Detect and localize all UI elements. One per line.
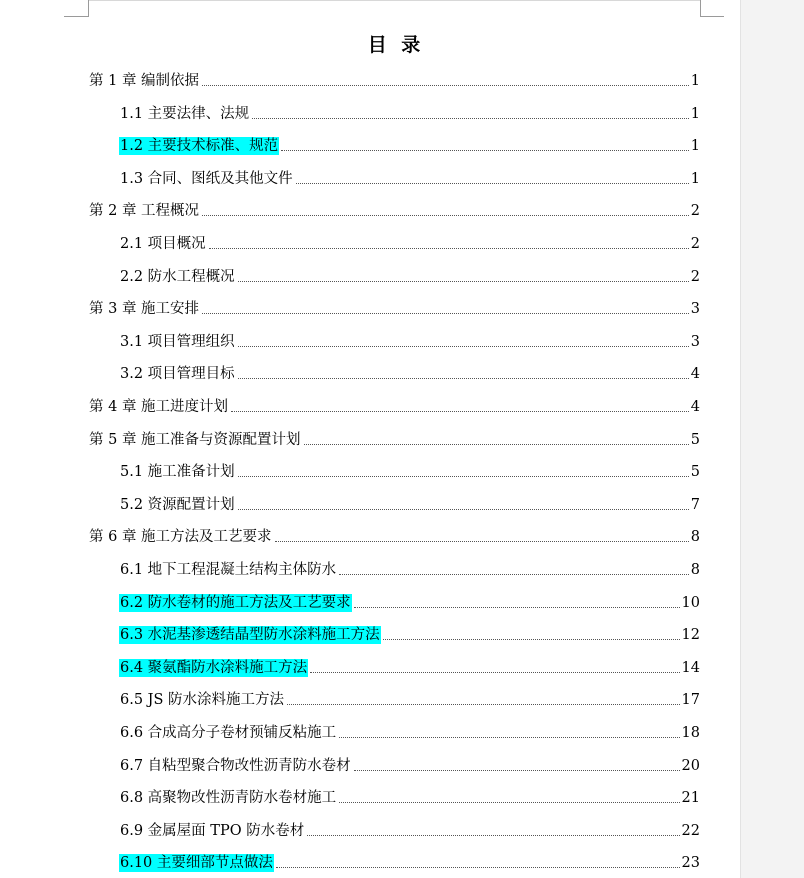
toc-entry-page-number: 2 xyxy=(690,236,700,252)
toc-leader-dots xyxy=(276,866,680,868)
toc-entry[interactable] xyxy=(119,260,700,286)
toc-entry-label: 第 4 章 施工进度计划 xyxy=(89,399,229,415)
toc-leader-dots xyxy=(231,410,689,412)
toc-leader-dots xyxy=(383,638,680,640)
toc-entry-label: 2.1 项目概况 xyxy=(120,236,206,252)
toc-title: 目 录 xyxy=(367,34,425,56)
toc-entry-page-number: 10 xyxy=(681,594,700,611)
toc-entry[interactable] xyxy=(119,97,700,123)
toc-entry[interactable] xyxy=(119,227,700,253)
toc-entry[interactable] xyxy=(119,325,700,351)
window-gutter xyxy=(740,0,804,878)
toc-entry-label: 5.2 资源配置计划 xyxy=(120,496,235,513)
toc-leader-dots xyxy=(238,377,689,379)
toc-entry-page-number: 4 xyxy=(690,366,700,383)
toc-leader-dots xyxy=(209,247,689,249)
toc-entry-label: 第 2 章 工程概况 xyxy=(89,203,200,220)
toc-entry-label: 第 5 章 施工准备与资源配置计划 xyxy=(89,431,301,448)
toc-entry-page-number: 14 xyxy=(681,659,700,676)
toc-leader-dots xyxy=(238,475,689,477)
toc-entry-label: 第 6 章 施工方法及工艺要求 xyxy=(89,529,272,546)
toc-leader-dots xyxy=(304,443,689,445)
toc-entry-label: 6.6 合成高分子卷材预铺反粘施工 xyxy=(120,725,337,741)
toc-entry-label: 6.4 聚氨酯防水涂料施工方法 xyxy=(120,659,308,676)
toc-entry-label: 6.10 主要细部节点做法 xyxy=(120,855,273,872)
toc-entry-label: 3.2 项目管理目标 xyxy=(120,366,235,383)
toc-entry-label: 5.1 施工准备计划 xyxy=(120,464,235,481)
toc-leader-dots xyxy=(296,182,689,184)
toc-entry[interactable] xyxy=(88,390,700,416)
toc-leader-dots xyxy=(287,703,680,705)
toc-leader-dots xyxy=(354,769,680,771)
toc-entry[interactable] xyxy=(88,64,700,90)
toc-entry-page-number: 12 xyxy=(681,627,700,644)
toc-leader-dots xyxy=(252,117,689,119)
crop-mark-top-left-v xyxy=(88,0,89,17)
toc-entry[interactable] xyxy=(119,749,700,775)
toc-leader-dots xyxy=(354,606,680,608)
toc-entry-page-number: 20 xyxy=(681,757,700,774)
toc-entry[interactable] xyxy=(119,618,700,644)
toc-entry-page-number: 7 xyxy=(690,496,700,513)
toc-leader-dots xyxy=(238,280,689,282)
toc-entry-label: 6.1 地下工程混凝土结构主体防水 xyxy=(120,562,337,578)
toc-entry-page-number: 23 xyxy=(681,855,700,872)
toc-entry[interactable] xyxy=(119,129,700,155)
toc-entry-label: 6.9 金属屋面 TPO 防水卷材 xyxy=(120,822,305,839)
page-top-edge xyxy=(88,0,700,1)
toc-entry[interactable] xyxy=(119,455,700,481)
toc-leader-dots xyxy=(202,312,689,314)
toc-entry[interactable] xyxy=(119,846,700,872)
toc-entry-page-number: 3 xyxy=(690,333,700,350)
toc-entry-page-number: 1 xyxy=(690,105,700,122)
toc-entry-label: 6.5 JS 防水涂料施工方法 xyxy=(120,692,285,709)
toc-entry-label: 6.2 防水卷材的施工方法及工艺要求 xyxy=(120,594,351,611)
toc-entry-label: 1.3 合同、图纸及其他文件 xyxy=(120,170,293,187)
toc-entry-page-number: 18 xyxy=(681,725,700,741)
crop-mark-top-right-v xyxy=(700,0,701,17)
toc-leader-dots xyxy=(339,573,689,575)
toc-entry-label: 1.2 主要技术标准、规范 xyxy=(120,138,279,155)
toc-leader-dots xyxy=(307,834,679,836)
toc-entry-page-number: 3 xyxy=(690,301,700,318)
toc-entry-label: 3.1 项目管理组织 xyxy=(120,333,235,350)
toc-entry-page-number: 8 xyxy=(690,562,700,578)
toc-entry[interactable] xyxy=(88,292,700,318)
crop-mark-top-right-h xyxy=(700,16,724,17)
toc-entry-label: 6.8 高聚物改性沥青防水卷材施工 xyxy=(120,790,337,807)
toc-entry-page-number: 4 xyxy=(690,399,700,415)
toc-leader-dots xyxy=(339,801,679,803)
toc-entry-page-number: 22 xyxy=(681,822,700,839)
toc-entry-page-number: 8 xyxy=(690,529,700,546)
toc-entry[interactable] xyxy=(88,194,700,220)
toc-entry-label: 6.3 水泥基渗透结晶型防水涂料施工方法 xyxy=(120,627,380,644)
toc-entry-page-number: 17 xyxy=(681,692,700,709)
toc-entry-label: 2.2 防水工程概况 xyxy=(120,268,235,285)
toc-entry-page-number: 2 xyxy=(690,268,700,285)
toc-leader-dots xyxy=(339,736,679,738)
toc-entry[interactable] xyxy=(119,162,700,188)
toc-leader-dots xyxy=(202,214,689,216)
toc-entry-page-number: 5 xyxy=(690,464,700,481)
toc-entry-page-number: 1 xyxy=(690,73,700,89)
toc-entry[interactable] xyxy=(119,651,700,677)
toc-entry-label: 1.1 主要法律、法规 xyxy=(120,105,250,122)
toc-entry-page-number: 5 xyxy=(690,431,700,448)
toc-leader-dots xyxy=(275,540,689,542)
toc-entry[interactable] xyxy=(119,781,700,807)
toc-entry[interactable] xyxy=(119,814,700,840)
toc-entry[interactable] xyxy=(119,553,700,579)
toc-leader-dots xyxy=(238,508,689,510)
toc-leader-dots xyxy=(202,84,689,86)
toc-entry[interactable] xyxy=(119,586,700,612)
toc-entry-page-number: 1 xyxy=(690,170,700,187)
toc-leader-dots xyxy=(310,671,679,673)
toc-entry-label: 6.7 自粘型聚合物改性沥青防水卷材 xyxy=(120,757,351,774)
toc-entry[interactable] xyxy=(88,423,700,449)
toc-entry[interactable] xyxy=(119,716,700,742)
crop-mark-top-left-h xyxy=(64,16,88,17)
toc-leader-dots xyxy=(281,149,689,151)
toc-entry[interactable] xyxy=(119,488,700,514)
toc-entry-label: 第 3 章 施工安排 xyxy=(89,301,200,318)
toc-leader-dots xyxy=(238,345,689,347)
toc-entry[interactable] xyxy=(119,357,700,383)
toc-entry-label: 第 1 章 编制依据 xyxy=(89,73,200,89)
toc-entry[interactable] xyxy=(88,520,700,546)
toc-entry-page-number: 2 xyxy=(690,203,700,220)
toc-entry-page-number: 1 xyxy=(690,138,700,155)
toc-entry-page-number: 21 xyxy=(681,790,700,807)
toc-entry[interactable] xyxy=(119,683,700,709)
